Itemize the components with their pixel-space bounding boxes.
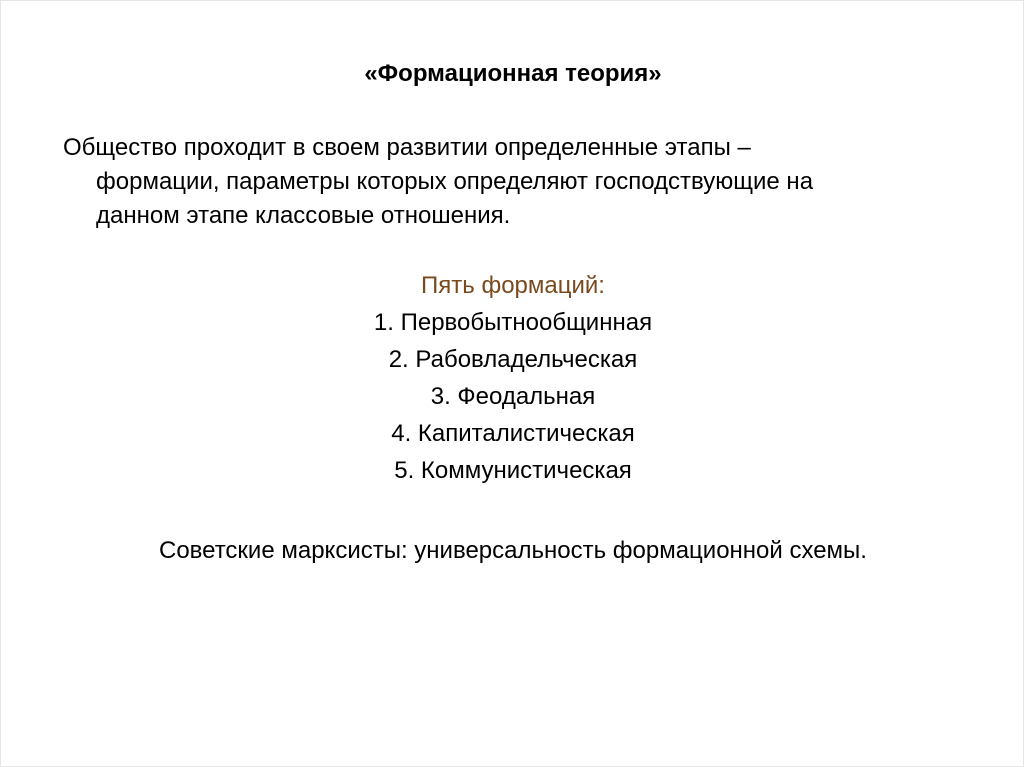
formation-item: 3. Феодальная	[430, 383, 596, 410]
intro-line: Общество проходит в своем развитии определенные этапы –	[63, 134, 751, 161]
intro-paragraph	[63, 131, 963, 233]
formation-item: 4. Капиталистическая	[391, 420, 635, 447]
formation-item: 5. Коммунистическая	[394, 457, 632, 484]
slide-title: «Формационная теория»	[364, 60, 662, 87]
formations-heading: Пять формаций:	[421, 272, 605, 299]
intro-line: данном этапе классовые отношения.	[96, 202, 511, 229]
formations-list	[1, 269, 1024, 491]
formation-item: 2. Рабовладельческая	[388, 346, 638, 373]
formation-item: 1. Первобытнообщинная	[373, 309, 653, 336]
conclusion-text: Советские марксисты: универсальность формационной схемы.	[159, 537, 867, 564]
intro-line: формации, параметры которых определяют господствующие на	[96, 168, 814, 195]
